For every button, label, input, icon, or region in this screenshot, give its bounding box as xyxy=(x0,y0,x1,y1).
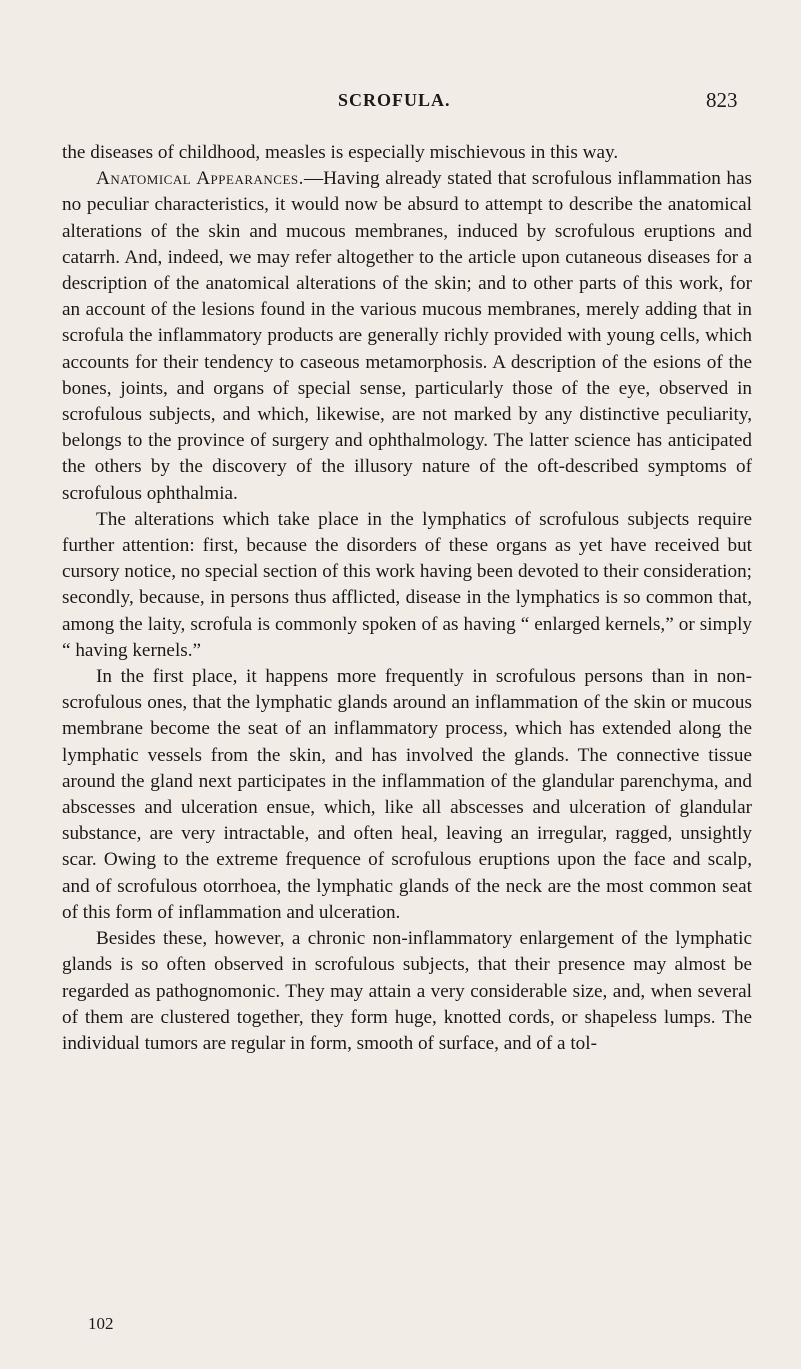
signature-mark: 102 xyxy=(88,1314,114,1333)
page-number: 823 xyxy=(706,88,738,112)
paragraph-2-text: —Having already stated that scrofulous inflammation has no peculiar characteristics, it would now be absurd to attempt to describe the anatomical alterations of the skin and mucous membranes, induced by scrofulous eruptions and catarrh. And, indeed, we may refer altogether to the article upon cutaneous diseases for a description of the anatomical alterations of the skin; and to other parts of this work, for an account of the lesions found in the various mucous membranes, merely adding that in scrofula the inflammatory products are generally richly provided with young cells, which accounts for their tendency to caseous metamorphosis. A description of the esions of the bones, joints, and organs of special sense, particularly those of the eye, observed in scrofulous subjects, and which, likewise, are not marked by any distinctive peculiarity, belongs to the province of surgery and ophthalmology. The latter science has anticipated the others by the discovery of the illusory nature of the oft-described symptoms of scrofulous ophthalmia. xyxy=(62,168,752,504)
paragraph-4-text: In the first place, it happens more frequently in scrofulous persons than in non-scrofulous ones, that the lymphatic glands around an inflammation of the skin or mucous membrane become the seat of an inflammatory process, which has extended along the lymphatic vessels from the skin, and has involved the glands. The connective tissue around the gland next participates in the inflammation of the glandular parenchyma, and abscesses and ulceration ensue, which, like all abscesses and ulceration of glandular substance, are very intractable, and often heal, leaving an irregular, ragged, unsightly scar. Owing to the extreme frequence of scrofulous eruptions upon the face and scalp, and of scrofulous otorrhoea, the lymphatic glands of the neck are the most common seat of this form of inflammation and ulceration. xyxy=(62,666,752,923)
paragraph-2 xyxy=(62,166,752,507)
section-heading: Anatomical Appearances. xyxy=(96,168,304,190)
paragraph-1 xyxy=(62,140,752,166)
running-title: SCROFULA. xyxy=(338,90,451,110)
paragraph-3 xyxy=(62,507,752,664)
paragraph-3-text: The alterations which take place in the lymphatics of scrofulous subjects require further attention: first, because the disorders of these organs as yet have received but cursory notice, no special section of this work having been devoted to their consideration; secondly, because, in persons thus afflicted, disease in the lymphatics is so common that, among the laity, scrofula is commonly spoken of as having “ enlarged kernels,” or simply “ having kernels.” xyxy=(62,508,752,661)
paragraph-4 xyxy=(62,664,752,926)
paragraph-5-text: Besides these, however, a chronic non-inflammatory enlargement of the lymphatic glands is so often observed in scrofulous subjects, that their presence may almost be regarded as pathognomonic. They may attain a very considerable size, and, when several of them are clustered together, they form huge, knotted cords, or shapeless lumps. The individual tumors are regular in form, smooth of surface, and of a tol- xyxy=(62,928,752,1054)
paragraph-1-text: the diseases of childhood, measles is especially mischievous in this way. xyxy=(62,142,619,163)
body-text xyxy=(62,140,752,1057)
paragraph-5 xyxy=(62,926,752,1057)
